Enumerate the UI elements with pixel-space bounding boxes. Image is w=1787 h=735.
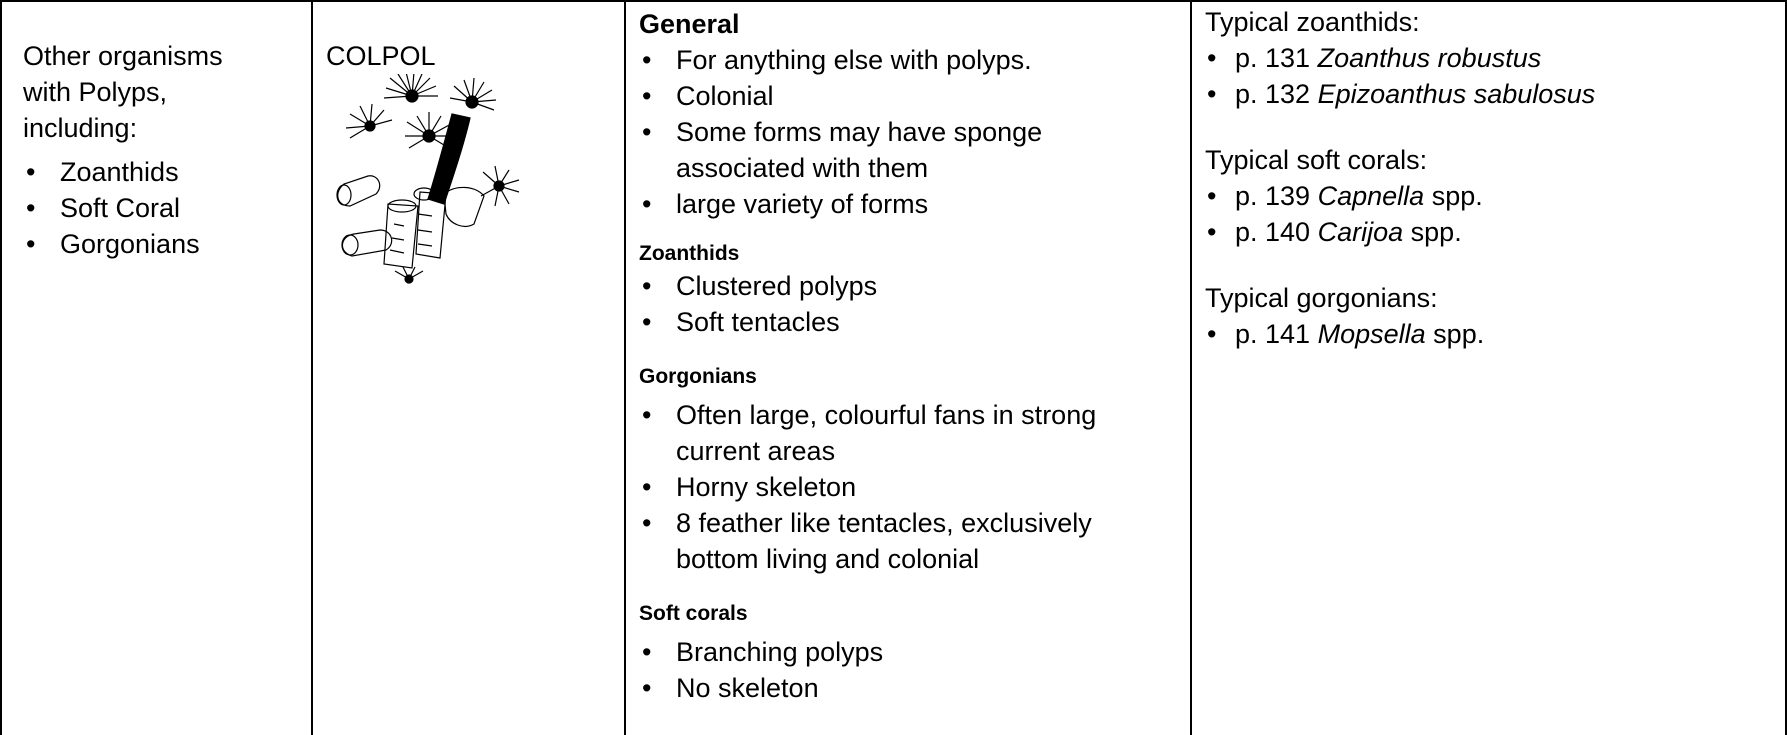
soft-corals-heading: Soft corals	[639, 602, 748, 625]
list-item: • 8 feather like tentacles, exclusively bottom living and colonial	[642, 508, 1092, 574]
list-item: • Colonial	[642, 81, 774, 111]
gorgonians-list	[639, 397, 1179, 577]
typical-zoanthids-heading: Typical zoanthids:	[1205, 7, 1420, 37]
soft-corals-section	[639, 600, 1179, 706]
species-ref: • p. 139 Capnella spp.	[1207, 181, 1483, 211]
list-item: • No skeleton	[642, 673, 819, 703]
list-item: • Soft Coral	[26, 193, 181, 223]
examples-cell	[1205, 0, 1765, 352]
list-item: • Zoanthids	[26, 157, 179, 187]
category-intro-line: with Polyps,	[23, 77, 168, 107]
typical-gorgonians-heading: Typical gorgonians:	[1205, 283, 1438, 313]
species-ref: • p. 140 Carijoa spp.	[1207, 217, 1462, 247]
category-code: COLPOL	[326, 41, 436, 71]
typical-soft-corals-heading: Typical soft corals:	[1205, 145, 1428, 175]
typical-soft-corals-list	[1205, 178, 1765, 250]
category-list	[23, 154, 223, 262]
description-cell	[639, 0, 1179, 706]
soft-corals-list	[639, 634, 1179, 706]
list-item: • Horny skeleton	[642, 472, 857, 502]
zoanthids-heading: Zoanthids	[639, 242, 740, 265]
gorgonians-heading: Gorgonians	[639, 365, 757, 388]
list-item: • Gorgonians	[26, 229, 200, 259]
general-heading: General	[639, 9, 740, 39]
typical-zoanthids	[1205, 0, 1765, 112]
category-intro-line: including:	[23, 113, 138, 143]
zoanthids-list	[639, 268, 1179, 340]
category-cell	[23, 0, 223, 262]
typical-gorgonians	[1205, 280, 1765, 352]
typical-zoanthids-list	[1205, 40, 1765, 112]
list-item: • For anything else with polyps.	[642, 45, 1032, 75]
list-item: • Often large, colourful fans in strong current areas	[642, 400, 1097, 466]
colonial-polyps-illustration-icon	[324, 74, 524, 284]
general-list	[639, 42, 1179, 222]
table-divider-3	[1190, 0, 1192, 735]
polyp-crown	[384, 74, 438, 102]
typical-soft-corals	[1205, 142, 1765, 250]
list-item: • Some forms may have sponge associated with them	[642, 117, 1043, 183]
list-item: • Clustered polyps	[642, 271, 878, 301]
species-ref: • p. 131 Zoanthus robustus	[1207, 43, 1542, 73]
species-ref: • p. 141 Mopsella spp.	[1207, 319, 1485, 349]
zoanthids-section	[639, 240, 1179, 340]
gorgonians-section	[639, 363, 1179, 577]
typical-gorgonians-list	[1205, 316, 1765, 352]
code-cell	[326, 0, 436, 74]
category-intro	[23, 0, 223, 146]
list-item: • Soft tentacles	[642, 307, 840, 337]
table-border-left	[0, 0, 2, 735]
table-divider-2	[624, 0, 626, 735]
list-item: • Branching polyps	[642, 637, 884, 667]
category-intro-line: Other organisms	[23, 41, 223, 71]
species-ref: • p. 132 Epizoanthus sabulosus	[1207, 79, 1596, 109]
list-item: • large variety of forms	[642, 189, 929, 219]
table-divider-1	[311, 0, 313, 735]
